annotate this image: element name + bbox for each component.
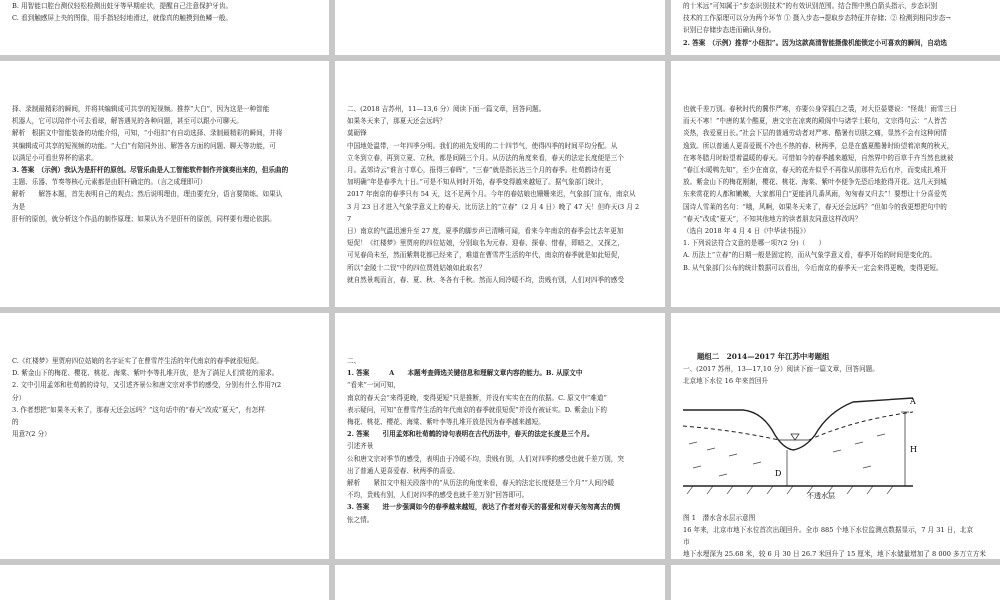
page-3 <box>671 0 1000 55</box>
text-line: 中国地处温带，一年四季分明。我们的祖先发明的二十四节气，使得四季的时间平均分配。从 <box>347 141 618 150</box>
text-line: （选自 2018 年 4 月 4 日《中华读书报》） <box>683 227 810 236</box>
text-line: 放。紫金山下的梅花刚谢，樱花、桃花、海棠、紫叶李便争先恐后地抢得开花。这几天到城 <box>683 178 947 187</box>
text-line: 其编辑成可共享的短视频的功能。“大白”有陪同外出、解答各方面的问题、聊天等功能，可 <box>12 141 276 150</box>
page-4-text <box>12 103 317 225</box>
label-h: H <box>910 444 917 454</box>
page-1-text <box>12 0 317 24</box>
text-line: 16 年来，北京市地下水位首次出现回升。全市 885 个地下水位监测点数据显示，7 月 31 日，北京 <box>683 525 974 534</box>
water-level-marker-icon <box>791 434 799 440</box>
text-line: 解析 紧扣文中相关段落中的“从历法的角度来看，春天的法定长度便是三个月”“人间冷暖 <box>347 479 615 488</box>
text-line: 为是 <box>12 202 26 211</box>
rock-hatch <box>687 486 893 494</box>
text-line: 择、录制最精彩的瞬间，并将其编辑成可共享的短视频。推荐“大白”，因为这是一种智能 <box>12 105 270 113</box>
article-body <box>683 524 988 559</box>
text-line: 2. 文中引用孟郊和杜荀鹤的诗句，又引述齐景公和唐文宗对季节的感受，分别有什么作用?(2 <box>12 381 282 390</box>
text-line: 1. 答案 A 本题考查筛选关键信息和理解文章内容的能力。B. 从原文中 <box>347 369 583 378</box>
page-6 <box>671 61 1000 307</box>
text-line: 的十米远”可知属于“步态识别技术”的有效识别范围。结合图中黑白箭头指示，步态识别 <box>683 2 938 10</box>
text-line: D. 紫金山下的梅花、樱花、桃花、海棠、紫叶李等扎堆开放，是为了满足人们赏花的需求。 <box>12 369 279 378</box>
question-intro: 一、(2017 苏州，13—17,10 分）阅读下面一篇文章，回答问题。 <box>683 365 879 374</box>
text-line: 出了普通人更喜爱春、秋两季的喜爱。 <box>347 466 460 475</box>
text-line: 3 月 23 日才进入气象学意义上的春天，比历法上的“立春”（2 月 4 日）晚了 47 天！但昨天(3 月 2 <box>347 202 640 211</box>
text-line: 主题、乐器、节奏等核心元素都是由肝杆确定的。（言之成理即可） <box>12 178 207 187</box>
label-impermeable: 不透水层 <box>807 491 835 500</box>
text-line: 炎热，我爱夏日长。”社会下层的普通劳动者对严寒、酷暑有切肤之痛，显然不会有这种闲情 <box>683 129 947 138</box>
text-line: 可见春尚未至，然而紫荆花都已经来了，难道在曹雪芹生活的年代，南京的春季就是如此短促， <box>347 251 624 260</box>
page-6-text <box>683 103 988 274</box>
text-line: 3. 答案 进一步强调如今的春季越来越短，表达了作者对春天的喜爱和对春天匆匆离去的惆 <box>347 503 620 512</box>
page-5 <box>335 61 665 307</box>
text-line: 月。孟郊诗云“谁言寸草心，报得三春晖”，“三春”就是指长达三个月的春季。杜荀鹤诗有更 <box>347 166 612 175</box>
text-line: 2. 答案 （示例）推荐“小纽扣”。因为这款高清智能摄像机能锁定小可喜欢的瞬间，自动选 <box>683 38 948 47</box>
text-line: “春天”改成“夏天”，不知其他地方的读者朋友同意这样改吗？ <box>683 214 862 223</box>
text-line: 怅之情。 <box>347 515 374 524</box>
text-line: 二、 <box>347 357 361 365</box>
text-line: 2. 答案 引用孟郊和杜荀鹤的诗句表明在古代历法中，春天的法定长度是三个月。 <box>347 430 594 439</box>
page-10 <box>0 565 329 600</box>
text-line: 识别已存储步态进而确认身份。 <box>683 26 776 35</box>
text-line: 机器人，它可以陪伴小可去看球，解答遇见的各种问题，甚至可以跟小可聊天。 <box>12 117 243 126</box>
page-5-text <box>347 103 653 286</box>
text-line: 在寒冬腊月时盼望着温暖的春天。可惜如今的春季越来越短，自然界中的百草千卉当然也就被 <box>683 153 954 162</box>
text-line: 7 <box>347 214 352 223</box>
text-line: 不均，贵贱有别，人们对四季的感受也就千差万别”回答即可。 <box>347 491 529 500</box>
text-line: 以满足小可看世界杯的需求。 <box>12 153 98 162</box>
page-8 <box>335 313 665 559</box>
aquifer-diagram <box>683 390 923 508</box>
ground-surface <box>683 398 913 450</box>
text-line: 分） <box>12 393 26 402</box>
text-line: 莫砺锋 <box>347 129 367 138</box>
text-line: 梅花、桃花、樱花、海棠、紫叶李等扎堆开放是因为春季越来越短。 <box>347 418 545 427</box>
text-line: B. 用智能口腔台测仪轻松检测出蛀牙等早期症状，提醒自己注意保护牙齿。 <box>12 2 233 10</box>
text-line: 国诗人雪莱的名句：“哦，风啊，如果冬天来了，春天还会远吗？”但如今的我更想把句中的 <box>683 202 947 211</box>
figure-caption: 图 1 潜水含水层示意图 <box>683 513 756 522</box>
text-line: 也就千差万别。春秋时代的冀作严寒，亦要公身穿狐白之裘，对大臣晏婴说：“怪哉！雨雪三日 <box>683 105 957 113</box>
text-line: 短促！《红楼梦》里贾府的四位姑娘，分别取名为元春、迎春、探春、惜春，即暗之，又探之， <box>347 239 624 248</box>
text-line: 市 <box>683 538 690 547</box>
text-line: 如果冬天来了，那夏天还会远吗？ <box>347 117 446 126</box>
text-line: 二、(2018 吉苏州，11—13,6 分）阅读下面一篇文章，回答问题。 <box>347 105 546 113</box>
text-line: 而天不寒！”中唐的某个酷夏，唐文宗在凉爽的殿阁中与诸学士联句，文宗得句云：“人皆苦 <box>683 117 947 126</box>
page-2 <box>335 0 665 55</box>
text-line: 就自然景观而言，春、夏、秋、冬各有千秋。然而人间冷暖不均，贵贱有别，人们对四季的感受 <box>347 275 624 284</box>
text-line: 技术的工作原理可以分为两个环节 ① 摄入步态→提取步态特征并存储；② 检测到相同步态→ <box>683 14 951 23</box>
text-line: “春江水暖鸭先知”，至少在南京，春天的花卉似乎不再像从前那样先后有序，而变成扎堆开 <box>683 166 947 175</box>
page-11 <box>335 565 665 600</box>
text-line: 立冬到立春，再到立夏、立秋，都是间隔三个月。从历法的角度来看，春天的法定长度便是三个 <box>347 153 624 162</box>
text-line: 1. 下列说法符合文意的是哪一项?(2 分)（ ） <box>683 239 826 248</box>
text-line: C. 看到触感屏上央的图像，用手指轻轻地滑过，就像真的触摸到鱼鳞一般。 <box>12 14 233 23</box>
text-line: “看来”一词可知， <box>347 381 400 390</box>
text-line: 用意?(2 分） <box>12 430 51 439</box>
aquifer-figure <box>683 390 988 508</box>
text-line: 解析 解答本题，首先表明自己的观点；然后说明理由，理由要充分，语言要简练。如果认 <box>12 190 283 199</box>
text-line: 地下水埋深为 25.68 米，较 6 月 30 日 26.7 米回升了 15 厘米，地下水储量增加了 8 000 多万立方米 <box>683 550 986 559</box>
text-line: 逸致。所以普通人更喜爱既不冷也不热的春、秋两季，总是在盛夏酷暑时盼望着凉爽的秋天， <box>683 141 954 150</box>
article-title: 北京地下水位 16 年来首回升 <box>683 377 769 386</box>
text-line: 3. 答案 （示例）我认为是肝杆的原创。尽管乐曲是人工智能软件制作并演奏出来的，但乐曲的 <box>12 166 289 175</box>
section-heading: 题组二 2014—2017 年江苏中考题组 <box>697 352 830 361</box>
text-line: 日）南京的气温迅速升至 27 度，夏季的脚步声已清晰可闻，看来今年南京的春季会比去年更加 <box>347 227 624 236</box>
page-8-text <box>347 355 653 526</box>
text-line: 表示疑问，可知“在曹雪芹生活的年代南京的春季就很短促”并没有被证实。D. 紫金山下的 <box>347 405 607 414</box>
page-7-text <box>12 355 317 440</box>
text-line: 2017 年南京的春季只有 54 天，这不足两个月。今年的春姑娘也姗姗来迟，气象部门宣布，南京从 <box>347 190 636 199</box>
text-line: 解析 根据文中智能装备的功能介绍，可知，“小纽扣”有自动选择、录制最精彩的瞬间，并将 <box>12 129 283 138</box>
label-d: D <box>775 468 782 478</box>
page-4 <box>0 61 329 307</box>
page-3-text <box>683 0 988 49</box>
text-line: 加明确“年是春季九十日。”可是不知从何时开始，春季变得越来越短了。据气象部门统计， <box>347 178 608 187</box>
text-line: 东来赏花的人都和嫩嫩，大家都用白“更能消几番风雨，匆匆春又归去”！要想让十分喜爱英 <box>683 190 947 199</box>
text-line: 引述齐景 <box>347 442 374 451</box>
page-1 <box>0 0 329 55</box>
text-line: 肝杆的原创，就分析这个作品的制作原理；如果认为不是肝杆的原创，同样要有理论依据。 <box>12 214 276 223</box>
text-line: 南京的春天会“来得更晚，变得更短”只是推断，并没有实实在在的依据。C. 原文中“难道” <box>347 393 607 402</box>
page-9 <box>671 313 1000 559</box>
text-line: 3. 作者想把“如果冬天来了，那春天还会远吗？”这句话中的“春天”改成“夏天”，有怎样 <box>12 405 265 414</box>
page-12 <box>671 565 1000 600</box>
text-line: 的 <box>12 418 19 427</box>
text-line: B. 从气象部门公布的统计数据可以看出，今后南京的春季天一定会来得更晚，变得更短。 <box>683 263 943 272</box>
text-line: A. 历法上“立春”的日期一般是固定的，而从气象学意义看，春季开始的时间是变化的。 <box>683 251 937 260</box>
text-line: 所以“金陵十二钗”中的四位贾姓姑娘如此取名？ <box>347 263 486 272</box>
label-a: A <box>910 396 916 406</box>
text-line: C.《红楼梦》里贾府四位姑娘的名字证实了在曹雪芹生活的年代南京的春季就很短促。 <box>12 357 263 365</box>
page-7 <box>0 313 329 559</box>
text-line: 公和唐文宗对季节的感受，表明由于冷暖不均，贵贱有别，人们对四季的感受也就千差万别，突 <box>347 454 624 463</box>
